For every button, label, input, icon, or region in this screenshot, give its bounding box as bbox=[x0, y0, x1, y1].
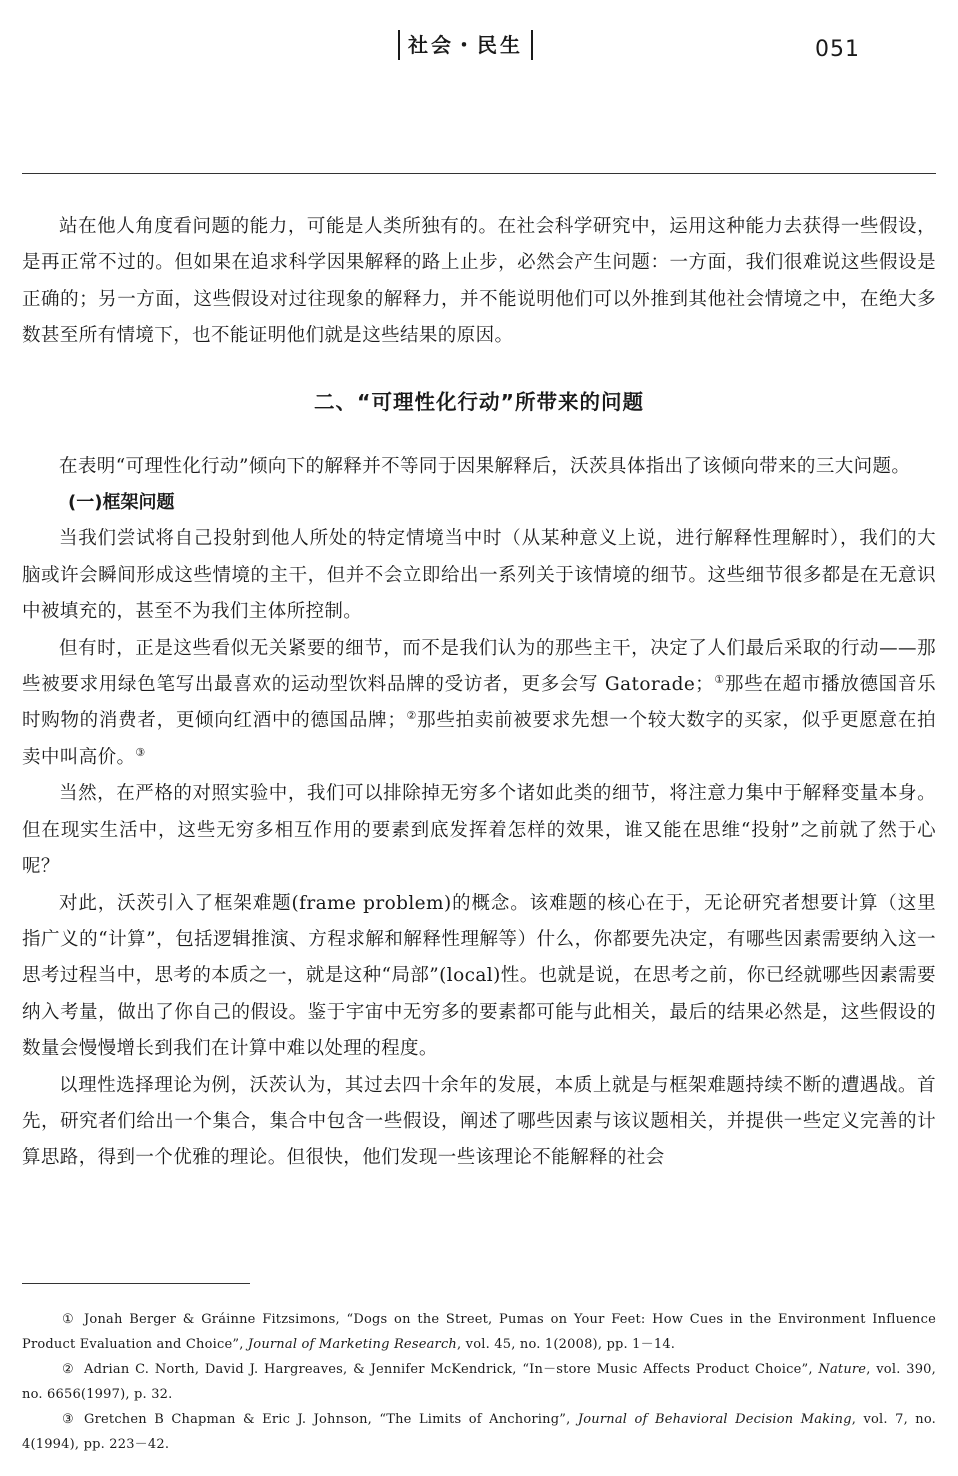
paragraph-4 bbox=[22, 631, 936, 777]
page-header bbox=[0, 30, 958, 66]
paragraph-4-part-a: 但有时，正是这些看似无关紧要的细节，而不是我们认为的那些主干，决定了人们最后采取的行动——那些被要求用绿色笔写出最喜欢的运动型饮料品牌的受访者，更多会写 Gatorade； bbox=[22, 637, 936, 696]
footnote-3-details: , vol. 7, no. 4(1994), pp. 223－42. bbox=[22, 1412, 937, 1452]
paragraph-5: 当然，在严格的对照实验中，我们可以排除掉无穷多个诸如此类的细节，将注意力集中于解释变量本身。但在现实生活中，这些无穷多相互作用的要素到底发挥着怎样的效果，谁又能在思维“投射”之前就了然于心呢？ bbox=[22, 783, 936, 878]
footnote-2-mark: ② bbox=[62, 1362, 74, 1377]
footnotes bbox=[22, 1307, 936, 1457]
paragraph-1: 站在他人角度看问题的能力，可能是人类所独有的。在社会科学研究中，运用这种能力去获得一些假设，是再正常不过的。但如果在追求科学因果解释的路上止步，必然会产生问题：一方面，我们很难说这些假设是正确的；另一方面，这些假设对过往现象的解释力，并不能说明他们可以外推到其他社会情境之中，在绝大多数甚至所有情境下，也不能证明他们就是这些结果的原因。 bbox=[22, 216, 936, 347]
footnote-1-text: Jonah Berger & Gráinne Fitzsimons, “Dogs on the Street, Pumas on Your Feet: How Cues in the Environment Influence Product Evaluation and Choice”, bbox=[22, 1312, 936, 1352]
section-title: 二、“可理性化行动”所带来的问题 bbox=[314, 389, 644, 414]
footnote-2 bbox=[22, 1357, 936, 1407]
footnote-3-text: Gretchen B Chapman & Eric J. Johnson, “The Limits of Anchoring”, bbox=[84, 1412, 578, 1427]
paragraph-2: 在表明“可理性化行动”倾向下的解释并不等同于因果解释后，沃茨具体指出了该倾向带来的三大问题。 bbox=[59, 455, 911, 477]
footnote-1-details: , vol. 45, no. 1(2008), pp. 1－14. bbox=[457, 1337, 676, 1352]
subsection-title: (一)框架问题 bbox=[68, 492, 175, 514]
page-number: 051 bbox=[815, 37, 860, 62]
footnote-1 bbox=[22, 1307, 936, 1357]
header-divider bbox=[22, 173, 936, 174]
footnote-2-text: Adrian C. North, David J. Hargreaves, & Jennifer McKendrick, “In－store Music Affects Product Choice”, bbox=[84, 1362, 819, 1377]
footnote-1-mark: ① bbox=[62, 1312, 74, 1327]
footnote-ref-2: ② bbox=[406, 709, 418, 723]
footnote-3 bbox=[22, 1407, 936, 1457]
paragraph-4-part-c: 那些拍卖前被要求先想一个较大数字的买家，似乎更愿意在拍卖中叫高价。 bbox=[22, 710, 936, 768]
footnote-3-mark: ③ bbox=[62, 1412, 74, 1427]
footnote-3-journal: Journal of Behavioral Decision Making bbox=[577, 1412, 852, 1427]
section-tag: 社会・民生 bbox=[398, 30, 533, 60]
footnote-ref-3: ③ bbox=[135, 745, 146, 759]
footnote-2-journal: Nature bbox=[818, 1362, 867, 1377]
body-text bbox=[22, 209, 936, 1177]
paragraph-7: 以理性选择理论为例，沃茨认为，其过去四十余年的发展，本质上就是与框架难题持续不断的遭遇战。首先，研究者们给出一个集合，集合中包含一些假设，阐述了哪些因素与该议题相关，并提供一些定义完善的计算思路，得到一个优雅的理论。但很快，他们发现一些该理论不能解释的社会 bbox=[22, 1074, 936, 1169]
paragraph-4-part-b: 那些在超市播放德国音乐时购物的消费者，更倾向红酒中的德国品牌； bbox=[22, 674, 936, 732]
footnote-1-journal: Journal of Marketing Research bbox=[247, 1337, 458, 1352]
paragraph-6: 对此，沃茨引入了框架难题(frame problem)的概念。该难题的核心在于，无论研究者想要计算（这里指广义的“计算”，包括逻辑推演、方程求解和解释性理解等）什么，你都要先决定，有哪些因素需要纳入这一思考过程当中，思考的本质之一，就是这种“局部”(local)性。也就是说，在思考之前，你已经就哪些因素需要纳入考量，做出了你自己的假设。鉴于宇宙中无穷多的要素都可能与此相关，最后的结果必然是，这些假设的数量会慢慢增长到我们在计算中难以处理的程度。 bbox=[22, 892, 936, 1060]
footnote-divider bbox=[22, 1283, 250, 1284]
footnote-ref-1: ① bbox=[714, 672, 725, 686]
paragraph-3: 当我们尝试将自己投射到他人所处的特定情境当中时（从某种意义上说，进行解释性理解时），我们的大脑或许会瞬间形成这些情境的主干，但并不会立即给出一系列关于该情境的细节。这些细节很多都是在无意识中被填充的，甚至不为我们主体所控制。 bbox=[22, 528, 936, 623]
footnote-2-details: , vol. 390, no. 6656(1997), p. 32. bbox=[22, 1362, 936, 1402]
